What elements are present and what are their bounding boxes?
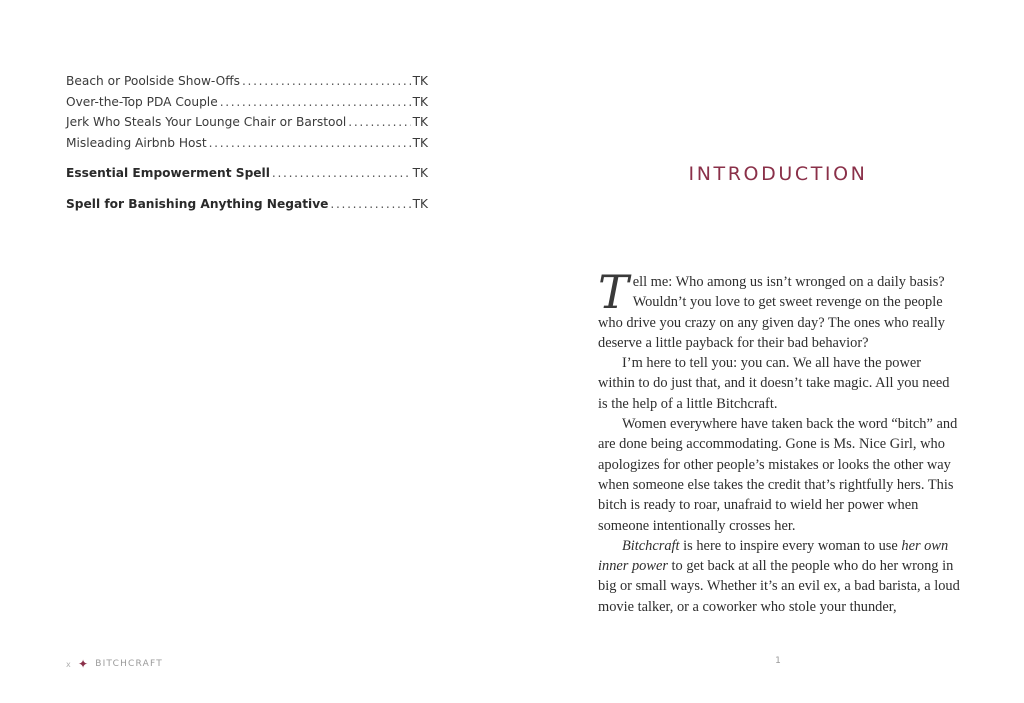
toc-leader-dots	[209, 136, 411, 150]
toc-entry-title: Jerk Who Steals Your Lounge Chair or Barstool	[66, 115, 347, 129]
toc-entry-title: Beach or Poolside Show-Offs	[66, 74, 240, 88]
toc-leader-dots	[242, 74, 411, 88]
left-page-footer	[66, 658, 163, 670]
toc-entry-page: TK	[412, 94, 428, 109]
toc-entry-page: TK	[412, 135, 428, 150]
star-ornament-icon: ✦	[77, 657, 90, 671]
toc-entry-page: TK	[412, 166, 428, 180]
paragraph: Women everywhere have taken back the word “bitch” and are done being accommodating. Gone is Ms. Nice Girl, who apologizes for other people’s mistakes or looks the other way when someone else takes the credit that’s rightfully hers. This bitch is ready to roar, unafraid to wield her power when someone intentionally crosses her.	[598, 416, 958, 534]
toc-entry-title: Spell for Banishing Anything Negative	[66, 196, 329, 211]
toc-entry-page: TK	[412, 74, 428, 88]
toc-leader-dots	[330, 197, 410, 211]
toc-entry-title: Over-the-Top PDA Couple	[66, 94, 218, 109]
drop-cap: T	[598, 265, 629, 319]
emphasis-italic: her own inner power	[598, 537, 949, 575]
toc-entry[interactable]	[66, 115, 428, 136]
toc-entry[interactable]	[66, 95, 428, 116]
paragraph-text: is here to inspire every woman to use	[679, 537, 902, 554]
running-head: BITCHCRAFT	[95, 659, 163, 669]
toc-entry-bold[interactable]	[66, 166, 428, 187]
chapter-heading: INTRODUCTION	[688, 163, 868, 185]
toc-leader-dots	[220, 95, 411, 109]
paragraph-text: ell me: Who among us isn’t wronged on a daily basis? Wouldn’t you love to get sweet revenge on the people who drive you crazy on any given day? The ones who really deserve a little payback for their bad behavior?	[598, 274, 945, 351]
toc-entry-page: TK	[412, 115, 428, 129]
toc-entry-page: TK	[412, 196, 428, 211]
toc-entry[interactable]	[66, 74, 428, 95]
toc-leader-dots	[272, 166, 411, 180]
chapter-body	[598, 265, 960, 617]
toc-entry-bold[interactable]	[66, 197, 428, 218]
table-of-contents	[66, 74, 428, 217]
toc-entry-title: Misleading Airbnb Host	[66, 135, 207, 150]
left-folio: x	[66, 659, 72, 669]
toc-entry-title: Essential Empowerment Spell	[66, 166, 270, 180]
right-folio: 1	[775, 656, 781, 666]
toc-leader-dots	[348, 115, 410, 129]
paragraph: I’m here to tell you: you can. We all have the power within to do just that, and it doesn’t take magic. All you need is the help of a little Bitchcraft.	[598, 355, 950, 412]
paragraph	[598, 536, 960, 617]
paragraph	[598, 265, 960, 353]
toc-entry[interactable]	[66, 136, 428, 157]
book-title-italic: Bitchcraft	[622, 537, 680, 554]
paragraph-text: to get back at all the people who do her wrong in big or small ways. Whether it’s an evil ex, a bad barista, a loud movie talker, or a coworker who stole your thunder,	[598, 558, 960, 615]
